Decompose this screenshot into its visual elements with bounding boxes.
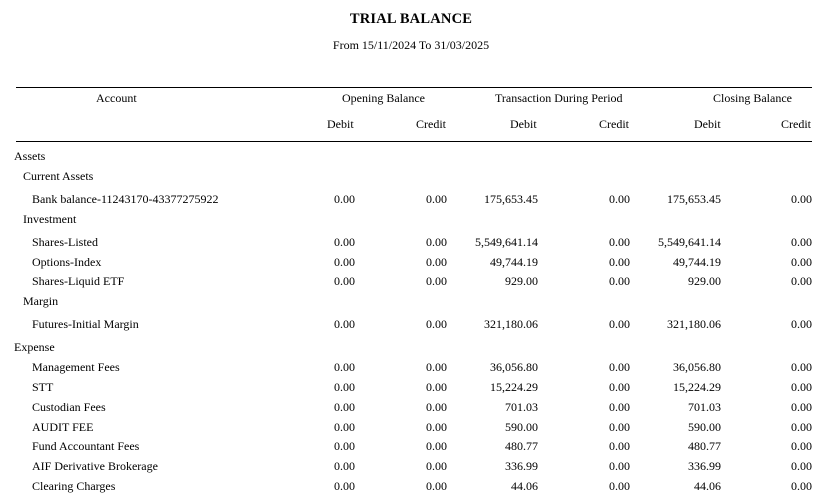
column-header-opening-debit: Debit (327, 117, 354, 131)
amount-opening-debit: 0.00 (334, 360, 355, 374)
amount-transaction-debit: 36,056.80 (490, 360, 538, 374)
amount-transaction-credit: 0.00 (609, 400, 630, 414)
amount-opening-credit: 0.00 (426, 420, 447, 434)
subgroup-heading-row (0, 169, 833, 187)
account-subgroup-label: Margin (23, 294, 59, 308)
amount-closing-debit: 929.00 (688, 274, 721, 288)
amount-opening-debit: 0.00 (334, 274, 355, 288)
amount-opening-credit: 0.00 (426, 274, 447, 288)
account-name: Custodian Fees (32, 400, 106, 414)
amount-closing-credit: 0.00 (791, 420, 812, 434)
amount-opening-debit: 0.00 (334, 479, 355, 493)
table-row (0, 439, 833, 457)
account-name: Fund Accountant Fees (32, 439, 140, 453)
amount-closing-debit: 49,744.19 (673, 255, 721, 269)
amount-opening-credit: 0.00 (426, 479, 447, 493)
amount-opening-credit: 0.00 (426, 439, 447, 453)
subgroup-heading-row (0, 294, 833, 312)
amount-opening-credit: 0.00 (426, 380, 447, 394)
account-group-label: Expense (14, 340, 55, 354)
amount-transaction-debit: 336.99 (505, 459, 538, 473)
amount-opening-debit: 0.00 (334, 235, 355, 249)
amount-transaction-debit: 321,180.06 (484, 317, 538, 331)
amount-opening-debit: 0.00 (334, 459, 355, 473)
amount-closing-credit: 0.00 (791, 479, 812, 493)
table-row (0, 360, 833, 378)
column-header-transaction-credit: Credit (599, 117, 629, 131)
column-header-transaction-debit: Debit (510, 117, 537, 131)
amount-closing-credit: 0.00 (791, 400, 812, 414)
amount-transaction-credit: 0.00 (609, 459, 630, 473)
column-header-account: Account (96, 91, 137, 105)
amount-closing-debit: 701.03 (688, 400, 721, 414)
amount-opening-debit: 0.00 (334, 400, 355, 414)
column-group-closing-balance: Closing Balance (713, 91, 792, 105)
amount-transaction-credit: 0.00 (609, 192, 630, 206)
account-name: AUDIT FEE (32, 420, 94, 434)
amount-opening-debit: 0.00 (334, 255, 355, 269)
account-subgroup-label: Current Assets (23, 169, 94, 183)
amount-closing-debit: 480.77 (688, 439, 721, 453)
account-name: Bank balance-11243170-43377275922 (32, 192, 219, 206)
amount-closing-debit: 175,653.45 (667, 192, 721, 206)
account-subgroup-label: Investment (23, 212, 77, 226)
group-heading-row (0, 149, 833, 167)
table-row (0, 255, 833, 273)
account-name: Futures-Initial Margin (32, 317, 139, 331)
amount-opening-credit: 0.00 (426, 400, 447, 414)
report-period: From 15/11/2024 To 31/03/2025 (332, 38, 490, 52)
amount-opening-credit: 0.00 (426, 235, 447, 249)
amount-transaction-debit: 44.06 (511, 479, 538, 493)
amount-transaction-credit: 0.00 (609, 274, 630, 288)
amount-closing-debit: 36,056.80 (673, 360, 721, 374)
table-row (0, 317, 833, 335)
column-header-closing-credit: Credit (781, 117, 811, 131)
account-name: Options-Index (32, 255, 102, 269)
amount-transaction-credit: 0.00 (609, 420, 630, 434)
amount-transaction-debit: 701.03 (505, 400, 538, 414)
amount-transaction-debit: 929.00 (505, 274, 538, 288)
subgroup-heading-row (0, 212, 833, 230)
amount-transaction-credit: 0.00 (609, 317, 630, 331)
account-name: STT (32, 380, 54, 394)
amount-transaction-debit: 480.77 (505, 439, 538, 453)
amount-closing-debit: 44.06 (694, 479, 721, 493)
account-name: Management Fees (32, 360, 120, 374)
column-group-transaction: Transaction During Period (495, 91, 623, 105)
amount-opening-debit: 0.00 (334, 192, 355, 206)
column-header-closing-debit: Debit (694, 117, 721, 131)
amount-transaction-credit: 0.00 (609, 235, 630, 249)
amount-closing-credit: 0.00 (791, 380, 812, 394)
column-group-opening-balance: Opening Balance (342, 91, 425, 105)
amount-opening-credit: 0.00 (426, 459, 447, 473)
amount-transaction-credit: 0.00 (609, 255, 630, 269)
table-row (0, 235, 833, 253)
account-name: Clearing Charges (32, 479, 116, 493)
header-bottom-rule (16, 141, 812, 142)
amount-closing-credit: 0.00 (791, 360, 812, 374)
amount-closing-debit: 336.99 (688, 459, 721, 473)
amount-closing-credit: 0.00 (791, 317, 812, 331)
amount-closing-credit: 0.00 (791, 439, 812, 453)
amount-opening-debit: 0.00 (334, 420, 355, 434)
amount-opening-debit: 0.00 (334, 317, 355, 331)
table-row (0, 192, 833, 210)
account-name: AIF Derivative Brokerage (32, 459, 158, 473)
amount-opening-debit: 0.00 (334, 439, 355, 453)
amount-opening-credit: 0.00 (426, 255, 447, 269)
report-title: TRIAL BALANCE (349, 11, 473, 27)
amount-closing-credit: 0.00 (791, 255, 812, 269)
column-header-opening-credit: Credit (416, 117, 446, 131)
header-top-rule (16, 87, 812, 88)
table-row (0, 420, 833, 438)
amount-closing-debit: 590.00 (688, 420, 721, 434)
amount-transaction-debit: 5,549,641.14 (475, 235, 538, 249)
amount-transaction-debit: 590.00 (505, 420, 538, 434)
amount-opening-credit: 0.00 (426, 360, 447, 374)
amount-opening-credit: 0.00 (426, 192, 447, 206)
amount-transaction-credit: 0.00 (609, 439, 630, 453)
amount-transaction-credit: 0.00 (609, 380, 630, 394)
amount-closing-credit: 0.00 (791, 192, 812, 206)
amount-transaction-credit: 0.00 (609, 360, 630, 374)
amount-transaction-debit: 175,653.45 (484, 192, 538, 206)
amount-closing-debit: 15,224.29 (673, 380, 721, 394)
amount-opening-credit: 0.00 (426, 317, 447, 331)
amount-opening-debit: 0.00 (334, 380, 355, 394)
amount-transaction-debit: 15,224.29 (490, 380, 538, 394)
account-name: Shares-Liquid ETF (32, 274, 125, 288)
group-heading-row (0, 340, 833, 358)
account-name: Shares-Listed (32, 235, 98, 249)
amount-transaction-debit: 49,744.19 (490, 255, 538, 269)
amount-closing-credit: 0.00 (791, 235, 812, 249)
table-row (0, 459, 833, 477)
table-row (0, 479, 833, 497)
amount-closing-debit: 5,549,641.14 (658, 235, 721, 249)
amount-closing-debit: 321,180.06 (667, 317, 721, 331)
table-row (0, 380, 833, 398)
table-row (0, 274, 833, 292)
amount-closing-credit: 0.00 (791, 274, 812, 288)
table-row (0, 400, 833, 418)
account-group-label: Assets (14, 149, 46, 163)
amount-transaction-credit: 0.00 (609, 479, 630, 493)
amount-closing-credit: 0.00 (791, 459, 812, 473)
